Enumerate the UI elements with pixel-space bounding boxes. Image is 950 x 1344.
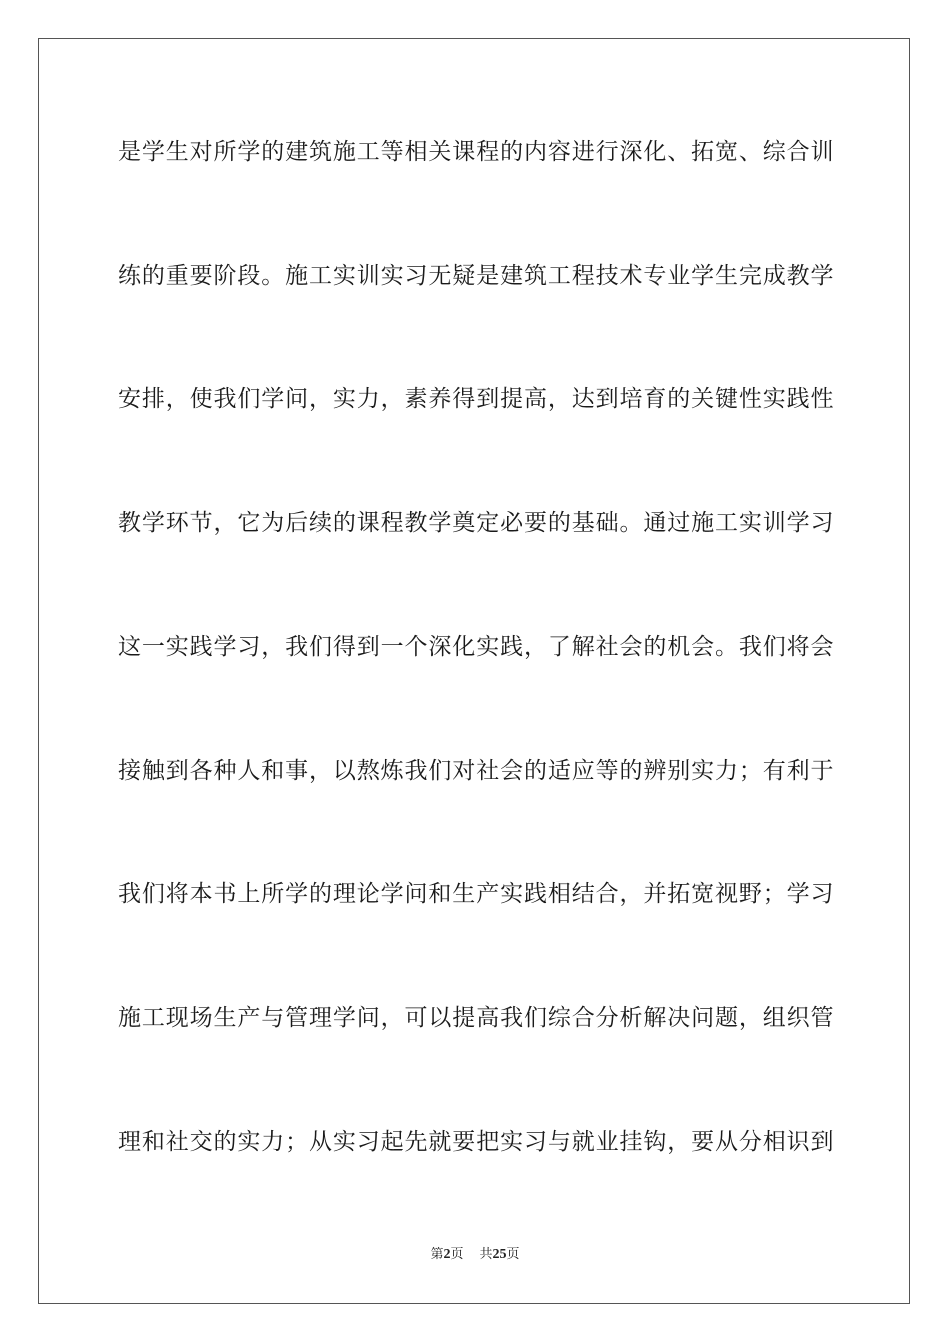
text-line-1: 是学生对所学的建筑施工等相关课程的内容进行深化、拓宽、综合训	[118, 139, 834, 165]
total-suffix: 页	[506, 1247, 520, 1262]
page-number: 2	[443, 1247, 451, 1262]
text-line-9: 理和社交的实力；从实习起先就要把实习与就业挂钩，要从分相识到	[118, 1129, 834, 1155]
text-line-5: 这一实践学习，我们得到一个深化实践，了解社会的机会。我们将会	[118, 634, 834, 660]
page-border	[38, 38, 910, 1304]
total-pages: 25	[492, 1247, 507, 1262]
text-line-8: 施工现场生产与管理学问，可以提高我们综合分析解决问题，组织管	[118, 1005, 834, 1031]
page-suffix: 页	[450, 1247, 464, 1262]
page-footer	[0, 1246, 950, 1264]
page-prefix: 第	[430, 1247, 444, 1262]
text-line-6: 接触到各种人和事，以熬炼我们对社会的适应等的辨别实力；有利于	[118, 758, 834, 784]
text-line-3: 安排，使我们学问，实力，素养得到提高，达到培育的关键性实践性	[118, 386, 834, 412]
text-line-2: 练的重要阶段。施工实训实习无疑是建筑工程技术专业学生完成教学	[118, 263, 834, 289]
text-line-4: 教学环节，它为后续的课程教学奠定必要的基础。通过施工实训学习	[118, 510, 834, 536]
total-prefix: 共	[479, 1247, 493, 1262]
text-line-7: 我们将本书上所学的理论学问和生产实践相结合，并拓宽视野；学习	[118, 881, 834, 907]
